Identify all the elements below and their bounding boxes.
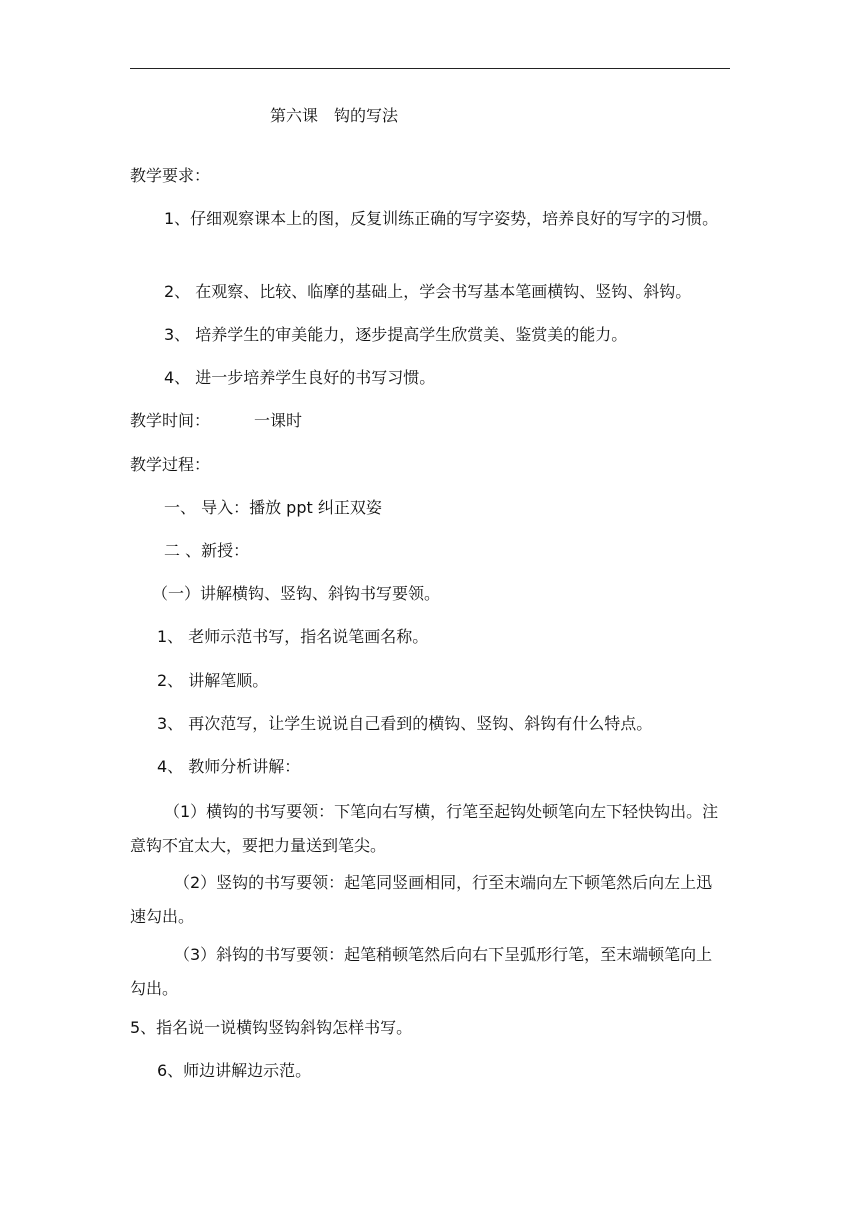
requirement-item-2: 2、 在观察、比较、临摩的基础上，学会书写基本笔画横钩、竖钩、斜钩。 bbox=[164, 282, 692, 301]
requirement-item-1: 1、仔细观察课本上的图，反复训练正确的写字姿势，培养良好的写字的习惯。 bbox=[164, 209, 719, 228]
time-label: 教学时间： bbox=[130, 411, 211, 430]
requirement-item-4: 4、 进一步培养学生良好的书写习惯。 bbox=[164, 368, 436, 387]
process-item-2: 2、 讲解笔顺。 bbox=[157, 671, 269, 690]
header-rule bbox=[130, 68, 730, 69]
requirements-heading: 教学要求： bbox=[130, 166, 211, 185]
process-step-intro: 一、 导入：播放 ppt 纠正双姿 bbox=[164, 498, 382, 517]
process-sub-heading: （一）讲解横钩、竖钩、斜钩书写要领。 bbox=[152, 584, 441, 603]
page-title: 第六课 钩的写法 bbox=[270, 106, 399, 125]
time-value: 一课时 bbox=[254, 411, 303, 430]
stroke-rule-shu-gou: （2）竖钩的书写要领：起笔同竖画相同，行至末端向左下顿笔然后向左上迅速勾出。 bbox=[130, 873, 713, 926]
stroke-rule-heng-gou: （1）横钩的书写要领：下笔向右写横，行笔至起钩处顿笔向左下轻快钩出。注意钩不宜太大，要把力量送到笔尖。 bbox=[130, 802, 719, 855]
stroke-rule-xie-gou: （3）斜钩的书写要领：起笔稍顿笔然后向右下呈弧形行笔，至末端顿笔向上勾出。 bbox=[130, 945, 713, 998]
process-item-1: 1、 老师示范书写，指名说笔画名称。 bbox=[157, 627, 429, 646]
process-heading: 教学过程： bbox=[130, 455, 211, 474]
process-step-new: 二 、新授： bbox=[164, 541, 250, 560]
requirement-item-3: 3、 培养学生的审美能力，逐步提高学生欣赏美、鉴赏美的能力。 bbox=[164, 325, 628, 344]
process-item-6: 6、师边讲解边示范。 bbox=[157, 1061, 312, 1080]
process-item-5: 5、指名说一说横钩竖钩斜钩怎样书写。 bbox=[130, 1018, 413, 1037]
process-item-3: 3、 再次范写，让学生说说自己看到的横钩、竖钩、斜钩有什么特点。 bbox=[157, 714, 653, 733]
process-item-4: 4、 教师分析讲解： bbox=[157, 757, 301, 776]
